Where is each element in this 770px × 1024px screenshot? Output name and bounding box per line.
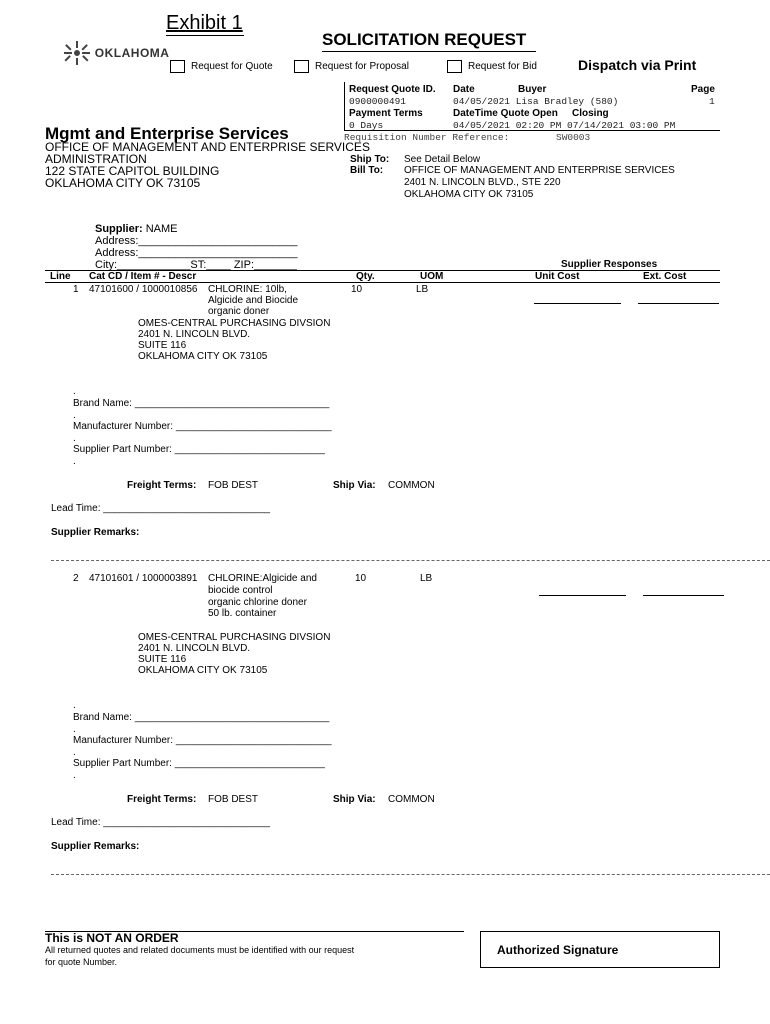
supplier-address-2[interactable]: Address:__________________________ <box>95 247 298 259</box>
supplier-name-row: Supplier: NAME <box>95 223 178 235</box>
unit-cost-field[interactable] <box>534 303 621 304</box>
requisition-number: SW0003 <box>556 132 591 143</box>
freight-terms-value: FOB DEST <box>208 794 259 805</box>
bill-to-line-3: OKLAHOMA CITY OK 73105 <box>404 189 534 200</box>
supplier-remarks-label: Supplier Remarks: <box>51 527 140 538</box>
checkbox-icon <box>294 60 309 73</box>
page-label: Page <box>691 84 715 95</box>
spacer-dot: . <box>73 410 76 421</box>
lead-time-field[interactable]: Lead Time: ______________________________ <box>51 503 271 514</box>
date-label: Date <box>453 84 475 95</box>
footer-note-2: for quote Number. <box>45 957 118 967</box>
bill-to-line-1: OFFICE OF MANAGEMENT AND ENTERPRISE SERVICES <box>404 165 675 176</box>
item-descr: CHLORINE:Algicide and <box>208 573 317 584</box>
item-ship-line: OKLAHOMA CITY OK 73105 <box>138 351 268 362</box>
remarks-field[interactable] <box>51 874 770 875</box>
supplier-part-number-field[interactable]: Supplier Part Number: ___________________________ <box>73 758 325 769</box>
item-uom: LB <box>420 573 433 584</box>
item-descr: biocide control <box>208 585 273 596</box>
agency-line-3: 122 STATE CAPITOL BUILDING <box>45 164 220 178</box>
item-ship-line: OMES-CENTRAL PURCHASING DIVSION <box>138 632 331 643</box>
spacer-dot: . <box>73 770 76 781</box>
datetime-open-label: DateTime Quote Open <box>453 108 558 119</box>
col-line: Line <box>50 271 71 282</box>
col-unit-cost: Unit Cost <box>535 271 580 282</box>
ship-to-value: See Detail Below <box>404 154 481 165</box>
freight-terms-label: Freight Terms: <box>127 794 197 805</box>
remarks-field[interactable] <box>51 560 770 561</box>
bill-to-line-2: 2401 N. LINCOLN BLVD., STE 220 <box>404 177 561 188</box>
spacer-dot: . <box>73 456 76 467</box>
spacer-dot: . <box>73 700 76 711</box>
col-qty: Qty. <box>356 271 375 282</box>
agency-line-4: OKLAHOMA CITY OK 73105 <box>45 176 201 190</box>
freight-terms-value: FOB DEST <box>208 480 259 491</box>
unit-cost-field[interactable] <box>539 595 626 596</box>
item-descr: Algicide and Biocide <box>208 295 299 306</box>
ship-via-value: COMMON <box>388 480 435 491</box>
ext-cost-field[interactable] <box>638 303 719 304</box>
spacer-dot: . <box>73 724 76 735</box>
supplier-remarks-label: Supplier Remarks: <box>51 841 140 852</box>
page-number: 1 <box>709 96 715 107</box>
state-seal-icon <box>62 40 92 66</box>
item-qty: 10 <box>355 573 367 584</box>
item-descr: CHLORINE: 10lb, <box>208 284 287 295</box>
bill-to-label: Bill To: <box>350 165 384 176</box>
request-for-bid-checkbox[interactable]: Request for Bid <box>447 60 537 73</box>
ship-via-label: Ship Via: <box>333 794 376 805</box>
ext-cost-field[interactable] <box>643 595 724 596</box>
agency-line-2: ADMINISTRATION <box>45 152 147 166</box>
supplier-part-number-field[interactable]: Supplier Part Number: ___________________________ <box>73 444 325 455</box>
date-buyer-value: 04/05/2021 Lisa Bradley (580) <box>453 96 619 107</box>
col-uom: UOM <box>420 271 444 282</box>
payment-terms-label: Payment Terms <box>349 108 423 119</box>
supplier-address-1[interactable]: Address:__________________________ <box>95 235 298 247</box>
oklahoma-logo: OKLAHOMA <box>62 40 169 66</box>
item-ship-line: 2401 N. LINCOLN BLVD. <box>138 643 251 654</box>
item-ship-line: 2401 N. LINCOLN BLVD. <box>138 329 251 340</box>
lead-time-field[interactable]: Lead Time: ______________________________ <box>51 817 271 828</box>
item-descr: organic doner <box>208 306 270 317</box>
checkbox-icon <box>447 60 462 73</box>
item-ship-line: SUITE 116 <box>138 340 187 351</box>
ship-via-value: COMMON <box>388 794 435 805</box>
exhibit-label: Exhibit 1 <box>166 12 243 34</box>
buyer-label: Buyer <box>518 84 547 95</box>
dispatch-label: Dispatch via Print <box>578 57 697 73</box>
request-for-quote-checkbox[interactable]: Request for Quote <box>170 60 273 73</box>
col-item: Cat CD / Item # - Descr <box>89 271 197 282</box>
brand-name-field[interactable]: Brand Name: ___________________________________ <box>73 712 330 723</box>
request-for-proposal-checkbox[interactable]: Request for Proposal <box>294 60 409 73</box>
item-ship-line: OKLAHOMA CITY OK 73105 <box>138 665 268 676</box>
footer-note-1: All returned quotes and related documents must be identified with our request <box>45 945 355 955</box>
ship-to-label: Ship To: <box>350 154 390 165</box>
spacer-dot: . <box>73 386 76 397</box>
item-code: 47101601 / 1000003891 <box>89 573 198 584</box>
agency-name: Mgmt and Enterprise Services <box>45 124 289 143</box>
document-title: SOLICITATION REQUEST <box>322 30 527 49</box>
item-uom: LB <box>416 284 429 295</box>
brand-name-field[interactable]: Brand Name: ___________________________________ <box>73 398 330 409</box>
item-descr: 50 lb. container <box>208 608 277 619</box>
supplier-responses-label: Supplier Responses <box>561 259 658 270</box>
supplier-city-state-zip[interactable]: City:____________ST:____ ZIP:_______ <box>95 259 297 271</box>
closing-label: Closing <box>572 108 609 119</box>
item-descr: organic chlorine doner <box>208 597 307 608</box>
item-qty: 10 <box>351 284 363 295</box>
request-quote-id-label: Request Quote ID. <box>349 84 436 95</box>
item-ship-line: SUITE 116 <box>138 654 187 665</box>
not-an-order-notice: This is NOT AN ORDER <box>45 931 179 945</box>
item-line-number: 2 <box>73 573 79 584</box>
request-quote-id: 0900000491 <box>349 96 407 107</box>
item-code: 47101600 / 1000010856 <box>89 284 198 295</box>
col-ext-cost: Ext. Cost <box>643 271 687 282</box>
agency-line-1: OFFICE OF MANAGEMENT AND ENTERPRISE SERVICES <box>45 140 370 154</box>
ship-via-label: Ship Via: <box>333 480 376 491</box>
item-ship-line: OMES-CENTRAL PURCHASING DIVSION <box>138 318 331 329</box>
spacer-dot: . <box>73 433 76 444</box>
item-line-number: 1 <box>73 284 79 295</box>
freight-terms-label: Freight Terms: <box>127 480 197 491</box>
checkbox-icon <box>170 60 185 73</box>
authorized-signature-box[interactable] <box>480 931 720 968</box>
open-close-value: 04/05/2021 02:20 PM 07/14/2021 03:00 PM <box>453 120 676 131</box>
payment-terms-value: 0 Days <box>349 120 384 131</box>
authorized-signature-label: Authorized Signature <box>497 943 619 957</box>
spacer-dot: . <box>73 747 76 758</box>
requisition-ref-label: Requisition Number Reference: <box>344 132 510 143</box>
manufacturer-number-field[interactable]: Manufacturer Number: ____________________________ <box>73 421 332 432</box>
manufacturer-number-field[interactable]: Manufacturer Number: ____________________________ <box>73 735 332 746</box>
